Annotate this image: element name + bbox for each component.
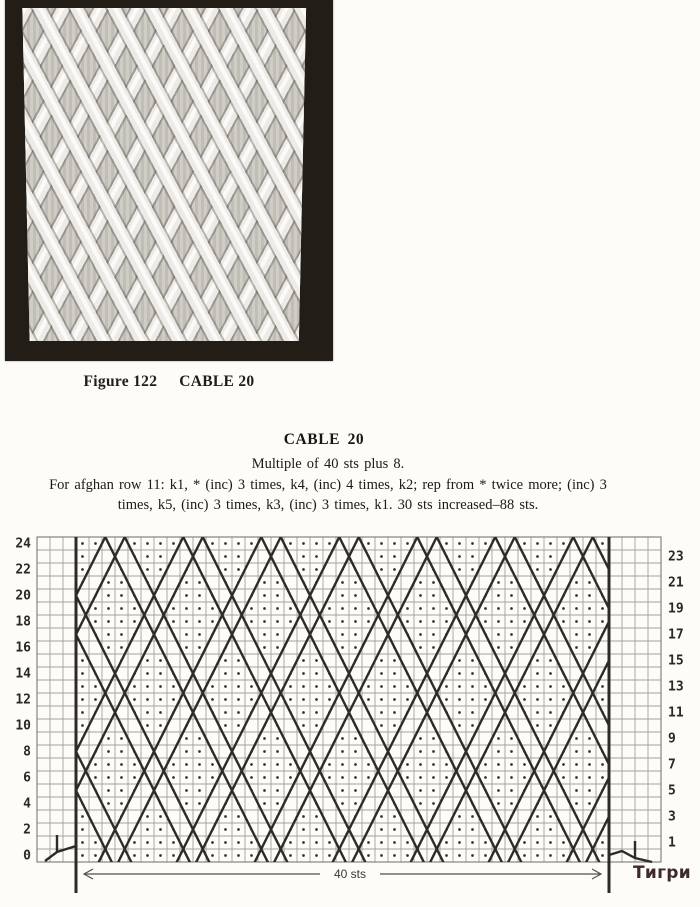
row-number-left: 24 — [15, 536, 31, 552]
figure-title: CABLE 20 — [179, 373, 255, 390]
cable-chart — [0, 520, 700, 907]
instruction-line-1: For afghan row 11: k1, * (inc) 3 times, k4, (inc) 4 times, k2; rep from * twice more; (inc) 3 — [49, 476, 607, 493]
multiple-line: Multiple of 40 sts plus 8. — [251, 456, 405, 472]
row-number-right: 9 — [668, 731, 676, 747]
row-number-right: 11 — [668, 705, 684, 721]
row-number-right: 5 — [668, 783, 676, 799]
watermark-text: Тигри — [633, 863, 691, 883]
row-number-right: 15 — [668, 653, 684, 669]
row-number-right: 19 — [668, 601, 684, 617]
row-number-left: 4 — [23, 796, 31, 812]
swatch-photo — [5, 0, 333, 361]
row-number-right: 3 — [668, 809, 676, 825]
row-number-left: 20 — [15, 588, 31, 604]
row-number-left: 16 — [15, 640, 31, 656]
row-number-right: 23 — [668, 549, 684, 565]
row-number-right: 13 — [668, 679, 684, 695]
repeat-label: 40 sts — [333, 867, 367, 881]
row-number-left: 6 — [23, 770, 31, 786]
row-number-left: 14 — [15, 666, 31, 682]
knit-texture — [18, 8, 309, 341]
row-number-right: 21 — [668, 575, 684, 591]
row-number-right: 7 — [668, 757, 676, 773]
row-number-left: 18 — [15, 614, 31, 630]
row-number-left: 2 — [23, 822, 31, 838]
pattern-instructions — [0, 454, 656, 516]
row-number-left: 22 — [15, 562, 31, 578]
figure-caption — [5, 373, 333, 391]
row-number-left: 12 — [15, 692, 31, 708]
row-number-left: 8 — [23, 744, 31, 760]
row-number-right: 1 — [668, 835, 676, 851]
row-number-left: 0 — [23, 848, 31, 864]
figure-label: Figure 122 — [83, 373, 158, 390]
row-number-right: 17 — [668, 627, 684, 643]
pattern-heading: CABLE 20 — [283, 431, 365, 448]
instruction-line-2: times, k5, (inc) 3 times, k3, (inc) 3 times, k1. 30 sts increased–88 sts. — [117, 497, 539, 513]
row-number-left: 10 — [15, 718, 31, 734]
